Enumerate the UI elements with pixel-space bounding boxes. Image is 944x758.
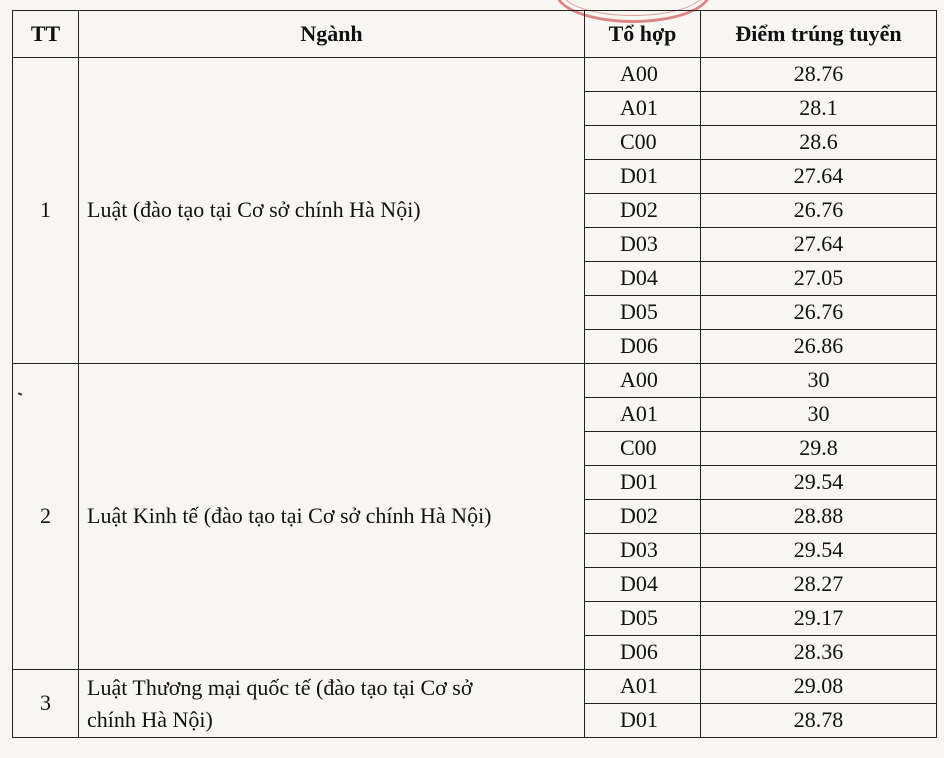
admission-score: 28.76 bbox=[701, 58, 937, 92]
admission-score: 26.86 bbox=[701, 330, 937, 364]
combo-code: D01 bbox=[585, 160, 701, 194]
combo-code: A01 bbox=[585, 398, 701, 432]
combo-code: D02 bbox=[585, 194, 701, 228]
combo-code: D05 bbox=[585, 296, 701, 330]
admission-scores-table bbox=[12, 10, 937, 738]
table-row bbox=[13, 670, 937, 704]
major-name: Luật Kinh tế (đào tạo tại Cơ sở chính Hà Nội) bbox=[79, 364, 585, 670]
header-combo: Tổ hợp bbox=[585, 11, 701, 58]
combo-code: D06 bbox=[585, 636, 701, 670]
admission-score: 29.8 bbox=[701, 432, 937, 466]
combo-code: D02 bbox=[585, 500, 701, 534]
admission-score: 28.78 bbox=[701, 704, 937, 738]
table-row bbox=[13, 364, 937, 398]
admission-score: 29.54 bbox=[701, 534, 937, 568]
combo-code: D04 bbox=[585, 568, 701, 602]
row-number: 3 bbox=[13, 670, 79, 738]
combo-code: D03 bbox=[585, 534, 701, 568]
admission-score: 27.05 bbox=[701, 262, 937, 296]
admission-score: 27.64 bbox=[701, 160, 937, 194]
admission-score: 29.54 bbox=[701, 466, 937, 500]
combo-code: A01 bbox=[585, 92, 701, 126]
combo-code: D05 bbox=[585, 602, 701, 636]
major-name-line-1: Luật Thương mại quốc tế (đào tạo tại Cơ sở bbox=[87, 674, 473, 700]
admission-score: 29.17 bbox=[701, 602, 937, 636]
combo-code: A01 bbox=[585, 670, 701, 704]
major-name: Luật (đào tạo tại Cơ sở chính Hà Nội) bbox=[79, 58, 585, 364]
admission-score: 29.08 bbox=[701, 670, 937, 704]
admission-score: 28.88 bbox=[701, 500, 937, 534]
combo-code: C00 bbox=[585, 126, 701, 160]
row-number: 1 bbox=[13, 58, 79, 364]
admission-score: 30 bbox=[701, 364, 937, 398]
admission-score: 30 bbox=[701, 398, 937, 432]
major-name-line-2: chính Hà Nội) bbox=[87, 706, 213, 732]
combo-code: D01 bbox=[585, 704, 701, 738]
admission-score: 28.27 bbox=[701, 568, 937, 602]
header-row bbox=[13, 11, 937, 58]
combo-code: D01 bbox=[585, 466, 701, 500]
admission-score: 26.76 bbox=[701, 194, 937, 228]
admission-score: 27.64 bbox=[701, 228, 937, 262]
combo-code: A00 bbox=[585, 58, 701, 92]
row-number: 2 bbox=[13, 364, 79, 670]
combo-code: D04 bbox=[585, 262, 701, 296]
admission-score: 28.6 bbox=[701, 126, 937, 160]
table-row bbox=[13, 58, 937, 92]
admission-score: 28.36 bbox=[701, 636, 937, 670]
table-body bbox=[13, 58, 937, 738]
combo-code: C00 bbox=[585, 432, 701, 466]
header-tt: TT bbox=[13, 11, 79, 58]
combo-code: D06 bbox=[585, 330, 701, 364]
major-name bbox=[79, 670, 585, 738]
admission-score: 26.76 bbox=[701, 296, 937, 330]
header-major: Ngành bbox=[79, 11, 585, 58]
combo-code: A00 bbox=[585, 364, 701, 398]
admission-score: 28.1 bbox=[701, 92, 937, 126]
header-score: Điểm trúng tuyển bbox=[701, 11, 937, 58]
combo-code: D03 bbox=[585, 228, 701, 262]
